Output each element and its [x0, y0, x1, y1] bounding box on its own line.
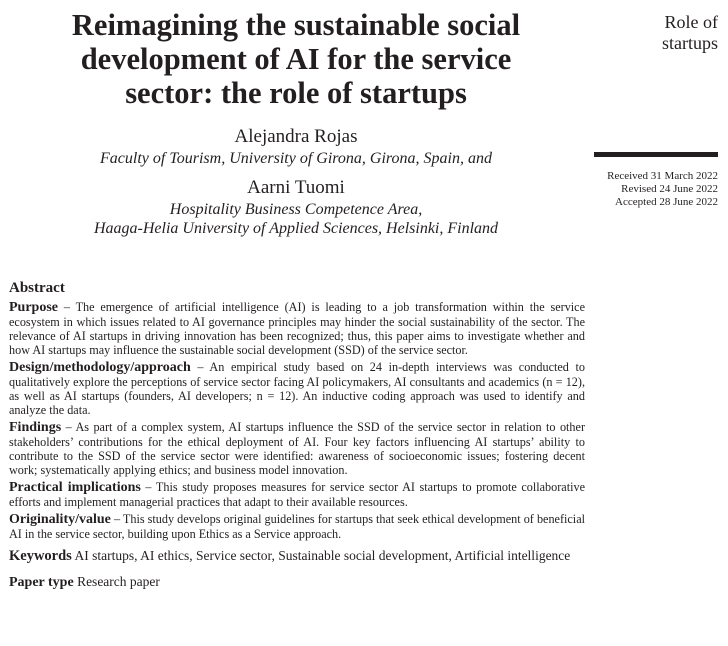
abstract-section-practical [9, 480, 585, 509]
abstract-section-design [9, 360, 585, 417]
revised-date: Revised 24 June 2022 [621, 183, 718, 195]
keywords-text: AI startups, AI ethics, Service sector, Sustainable social development, Artificial intelligence [71, 548, 571, 563]
section-label: Purpose [9, 300, 58, 315]
paper-title [0, 8, 592, 110]
section-label: Design/methodology/approach [9, 360, 191, 375]
author-affiliation: Hospitality Business Competence Area, [169, 201, 423, 218]
title-line: Reimagining the sustainable social [71, 8, 521, 42]
abstract-section-purpose [9, 300, 585, 357]
history-dates [594, 170, 718, 209]
section-label: Findings [9, 420, 62, 435]
paper-type-label: Paper type [9, 575, 74, 590]
section-text: – The emergence of artificial intelligence (AI) is leading to a job transformation within the service ecosystem in which issues related to AI governance principles may hinder the social sustainability of the sector. The relevance of AI startups in driving innovation has been recognized; thus, this paper aims to investigate whether and how AI startups may influence the sustainable social development (SSD) of the service sector. [9, 300, 585, 357]
abstract [9, 280, 585, 591]
running-title [620, 12, 718, 54]
accepted-date: Accepted 28 June 2022 [615, 196, 718, 208]
section-label: Practical implications [9, 480, 141, 495]
section-text: – This study develops original guidelines for startups that seek ethical development of beneficial AI in the service sector, building upon Ethics as a Service approach. [9, 512, 585, 541]
author-affiliation: Faculty of Tourism, University of Girona, Girona, Spain, and [100, 150, 492, 167]
margin-rule [594, 152, 718, 157]
author-name: Aarni Tuomi [247, 177, 345, 198]
running-title-line: startups [662, 33, 718, 53]
abstract-section-originality [9, 512, 585, 541]
title-line: development of AI for the service [80, 42, 512, 76]
abstract-heading: Abstract [9, 280, 65, 296]
section-text: – This study proposes measures for service sector AI startups to promote collaborative efforts and implement managerial practices that adapt to their available resources. [9, 480, 585, 509]
keywords [9, 547, 585, 565]
author-affiliation: Haaga-Helia University of Applied Sciences, Helsinki, Finland [93, 220, 499, 237]
keywords-label: Keywords [9, 548, 72, 564]
title-line: sector: the role of startups [125, 76, 467, 110]
section-text: – As part of a complex system, AI startups influence the SSD of the service sector in relation to other stakeholders’ contributions for the ethical deployment of AI. Four key factors influencing AI startups’ ability to contribute to the SSD of the service sector were identified: awareness of socioeconomic issues; fostering decent work; systematically applying ethics; and business model innovation. [9, 420, 585, 477]
received-date: Received 31 March 2022 [607, 170, 718, 182]
paper-type [9, 573, 585, 591]
paper-type-text: Research paper [73, 574, 160, 589]
section-text: – An empirical study based on 24 in-depth interviews was conducted to qualitatively explore the perceptions of service sector facing AI policymakers, AI consultants and academics (n = 12), as well as AI startups (founders, AI developers; n = 12). An inductive coding approach was used to identify and analyze the data. [9, 360, 585, 417]
abstract-section-findings [9, 420, 585, 477]
running-title-line: Role of [664, 12, 718, 32]
section-label: Originality/value [9, 512, 111, 527]
author-name: Alejandra Rojas [234, 126, 358, 147]
